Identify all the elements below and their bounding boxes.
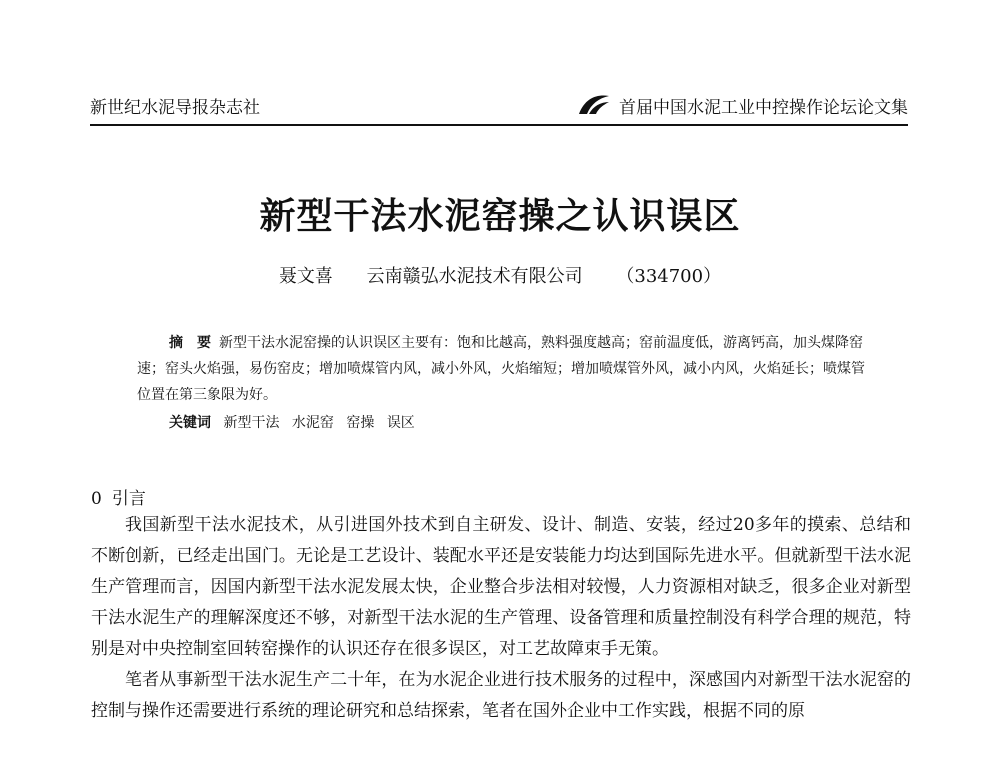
keyword: 水泥窑 [291,415,334,431]
abstract-paragraph [137,330,867,408]
proceedings-title: 首届中国水泥工业中控操作论坛论文集 [619,98,908,118]
publisher-name: 新世纪水泥导报杂志社 [90,98,260,118]
abstract-label: 摘 要 [169,335,211,351]
abstract-text: 新型干法水泥窑操的认识误区主要有：饱和比越高，熟料强度越高；窑前温度低，游离钙高，加头煤降窑速；窑头火焰强，易伤窑皮；增加喷煤管内风，减小外风，火焰缩短；增加喷煤管外风，减小内风，火焰延长；喷煤管位置在第三象限为好。 [137,335,865,403]
keyword: 窑操 [346,415,375,431]
section-heading [91,484,146,509]
proceedings-title-group [577,92,908,118]
paper-title: 新型干法水泥窑操之认识误区 [259,195,741,237]
keyword: 新型干法 [223,415,280,431]
swoosh-logo-icon [577,92,611,118]
body-paragraph: 我国新型干法水泥技术，从引进国外技术到自主研发、设计、制造、安装，经过20多年的摸索、总结和不断创新，已经走出国门。无论是工艺设计、装配水平还是安装能力均达到国际先进水平。但就新型干法水泥生产管理而言，因国内新型干法水泥发展太快，企业整合步法相对较慢，人力资源相对缺乏，很多企业对新型干法水泥生产的理解深度还不够，对新型干法水泥的生产管理、设备管理和质量控制没有科学合理的规范，特别是对中央控制室回转窑操作的认识还存在很多误区，对工艺故障束手无策。 [91,515,911,659]
author-name: 聂文喜 [278,266,333,287]
byline [0,262,1000,288]
body-text [91,510,911,727]
author-affiliation: 云南赣弘水泥技术有限公司 [366,266,583,287]
body-paragraph: 笔者从事新型干法水泥生产二十年，在为水泥企业进行技术服务的过程中，深感国内对新型干法水泥窑的控制与操作还需要进行系统的理论研究和总结探索，笔者在国外企业中工作实践，根据不同的原 [91,670,911,721]
keywords-label: 关键词 [169,415,211,431]
section-number: 0 [91,489,102,509]
keywords-line [137,410,867,436]
section-title: 引言 [111,489,146,509]
keyword: 误区 [386,415,415,431]
running-header [90,88,908,126]
abstract-block [137,330,867,436]
postal-code: （334700） [616,266,722,287]
